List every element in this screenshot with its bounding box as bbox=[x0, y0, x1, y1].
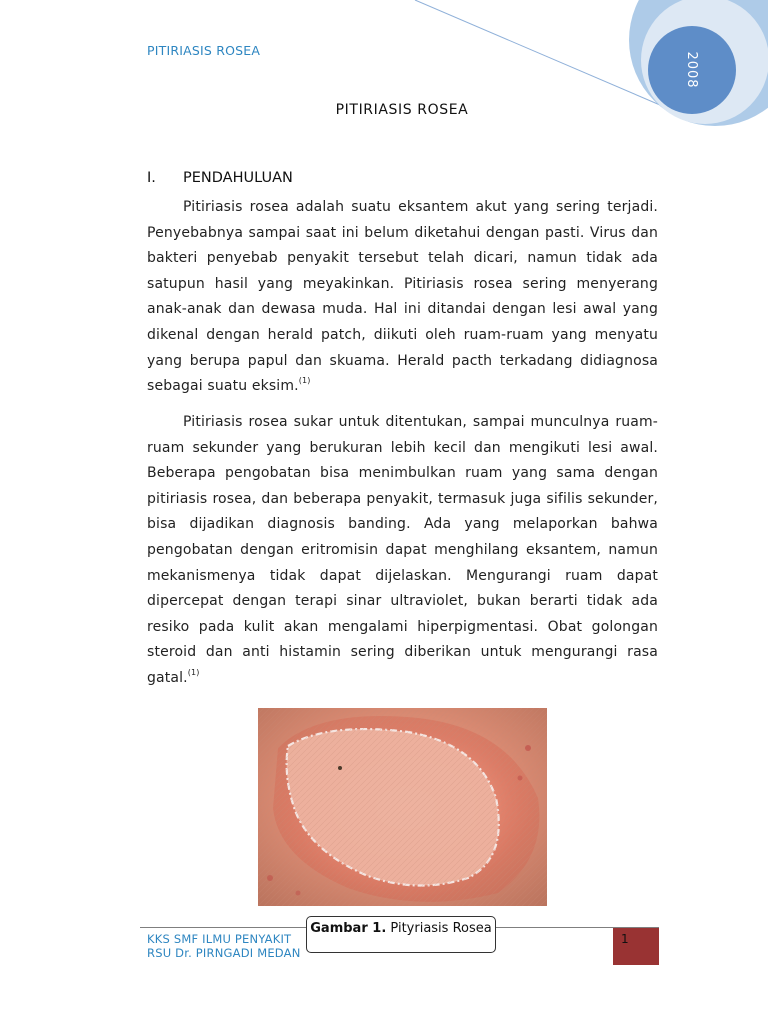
lesion-photo bbox=[258, 708, 547, 906]
page-number: 1 bbox=[621, 932, 629, 946]
footer-line-2: RSU Dr. PIRNGADI MEDAN bbox=[147, 946, 301, 960]
year-label: 2008 bbox=[684, 51, 700, 89]
paragraph-2 bbox=[147, 410, 658, 692]
footer-institution bbox=[147, 932, 301, 960]
paragraph-2-text: Pitiriasis rosea sukar untuk ditentukan, sampai munculnya ruam-ruam sekunder yang berukuran lebih kecil dan mengikuti lesi awal. Beberapa pengobatan bisa menimbulkan ruam yang sama dengan pitiriasis rosea, dan beberapa penyakit, termasuk juga sifilis sekunder, bisa dijadikan diagnosis banding. Ada yang melaporkan bahwa pengobatan dengan eritromisin dapat menghilang eksantem, namun mekanismenya tidak dapat dijelaskan. Mengurangi ruam dapat dipercepat dengan terapi sinar ultraviolet, bukan berarti tidak ada resiko pada kulit akan mengalami hiperpigmentasi. Obat golongan steroid dan anti histamin sering diberikan untuk mengurangi rasa gatal. bbox=[147, 414, 658, 686]
footer-line-1: KKS SMF ILMU PENYAKIT bbox=[147, 932, 292, 946]
running-header: PITIRIASIS ROSEA bbox=[147, 43, 261, 58]
figure-label: Gambar 1. bbox=[310, 921, 387, 936]
paragraph-1-text: Pitiriasis rosea adalah suatu eksantem akut yang sering terjadi. Penyebabnya sampai saat ini belum diketahui dengan pasti. Virus dan bakteri penyebab penyakit tersebut telah dicari, namun tidak ada satupun hasil yang meyakinkan. Pitiriasis rosea sering menyerang anak-anak dan dewasa muda. Hal ini ditandai dengan lesi awal yang dikenal dengan herald patch, diikuti oleh ruam-ruam yang menyatu yang berupa papul dan skuama. Herald pacth terkadang didiagnosa sebagai suatu eksim. bbox=[147, 199, 658, 395]
figure-caption-text: Pityriasis Rosea bbox=[390, 921, 492, 936]
figure-caption bbox=[306, 916, 496, 953]
paragraph-1-reference: (1) bbox=[298, 376, 311, 386]
page-number-box bbox=[613, 928, 659, 965]
section-title: PENDAHULUAN bbox=[183, 170, 293, 186]
document-title: PITIRIASIS ROSEA bbox=[335, 102, 469, 118]
section-number: I. bbox=[147, 170, 156, 186]
paragraph-2-reference: (1) bbox=[187, 667, 200, 677]
paragraph-1 bbox=[147, 195, 658, 400]
section-heading bbox=[147, 170, 293, 186]
